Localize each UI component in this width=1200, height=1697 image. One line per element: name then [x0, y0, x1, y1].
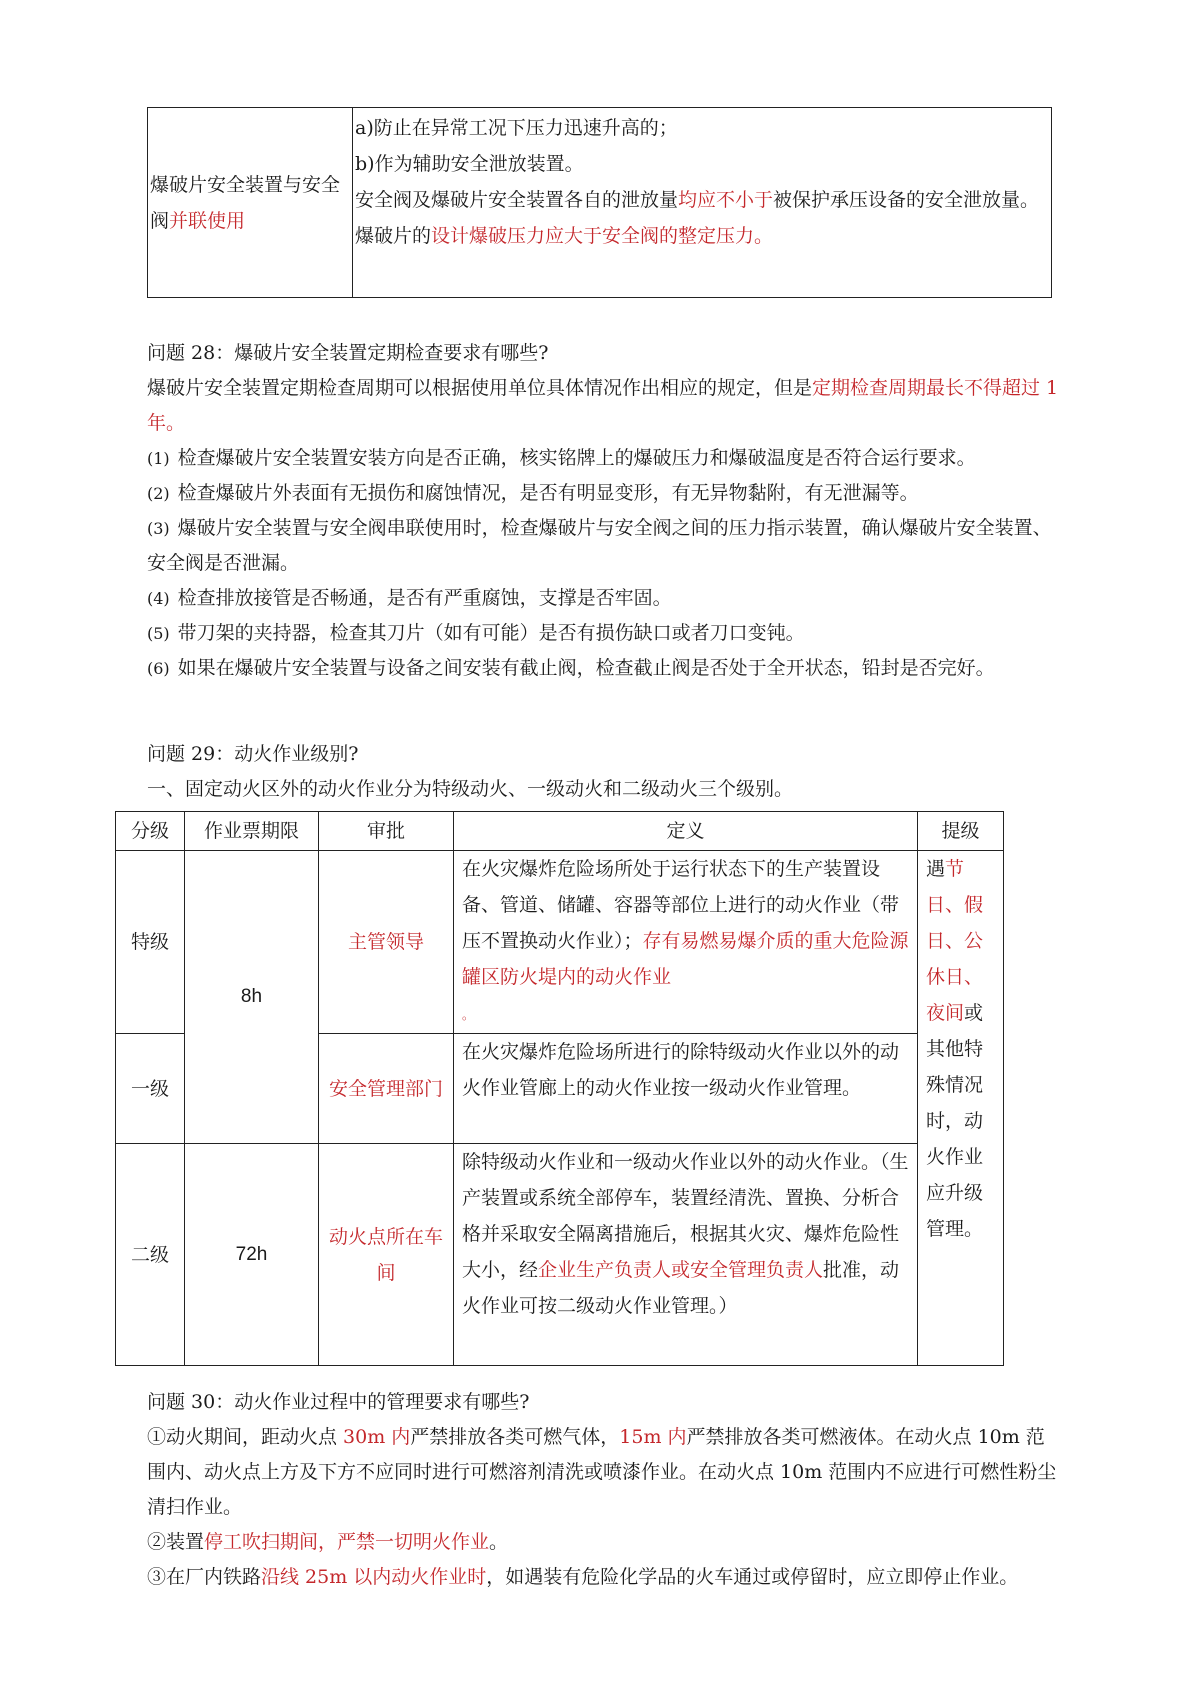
table1-line-c: 安全阀及爆破片安全装置各自的泄放量均应不小于被保护承压设备的安全泄放量。 — [355, 189, 1040, 211]
special-level: 特级 — [116, 851, 185, 1034]
table1-line-b: b)作为辅助安全泄放装置。 — [355, 153, 584, 175]
header-approval: 审批 — [319, 812, 454, 851]
q29-title: 问题 29：动火作业级别? — [147, 743, 359, 765]
first-level: 一级 — [116, 1034, 185, 1144]
table1-label-cell — [148, 108, 353, 298]
q28-section — [147, 336, 1059, 686]
shared-period: 8h — [185, 851, 319, 1144]
rupture-disc-parallel-table — [147, 107, 1052, 298]
table1-content-cell — [353, 108, 1052, 298]
q28-item: (4) 检查排放接管是否畅通，是否有严重腐蚀，支撑是否牢固。 — [147, 587, 672, 609]
table-row-special — [116, 851, 1004, 1034]
q29-intro: 一、固定动火区外的动火作业分为特级动火、一级动火和二级动火三个级别。 — [147, 778, 794, 800]
second-period: 72h — [185, 1144, 319, 1366]
q30-para-3: ③在厂内铁路沿线 25m 以内动火作业时，如遇装有危险化学品的火车通过或停留时，应立即停止作业。 — [147, 1566, 1019, 1588]
q28-intro: 爆破片安全装置定期检查周期可以根据使用单位具体情况作出相应的规定，但是定期检查周期最长不得超过 1 年。 — [147, 377, 1059, 434]
header-definition: 定义 — [454, 812, 918, 851]
header-period: 作业票期限 — [185, 812, 319, 851]
table1-label-highlight: 并联使用 — [169, 209, 246, 232]
table1-line-d: 爆破片的设计爆破压力应大于安全阀的整定压力。 — [355, 225, 774, 247]
q30-section — [147, 1385, 1059, 1595]
q30-title: 问题 30：动火作业过程中的管理要求有哪些? — [147, 1391, 530, 1413]
q30-para-2: ②装置停工吹扫期间，严禁一切明火作业。 — [147, 1531, 509, 1553]
second-level: 二级 — [116, 1144, 185, 1366]
second-definition: 除特级动火作业和一级动火作业以外的动火作业。（生产装置或系统全部停车，装置经清洗、置换、分析合格并采取安全隔离措施后，根据其火灾、爆炸危险性大小，经企业生产负责人或安全管理负责人批准，动火作业可按二级动火作业管理。） — [454, 1144, 918, 1366]
header-level: 分级 — [116, 812, 185, 851]
table-header-row — [116, 812, 1004, 851]
second-approver: 动火点所在车间 — [319, 1144, 454, 1366]
special-definition: 在火灾爆炸危险场所处于运行状态下的生产装置设备、管道、储罐、容器等部位上进行的动火作业（带压不置换动火作业）；存有易燃易爆介质的重大危险源罐区防火堤内的动火作业 。 — [454, 851, 918, 1034]
table1-line-a: a)防止在异常工况下压力迅速升高的； — [355, 117, 678, 139]
q28-item: (1) 检查爆破片安全装置安装方向是否正确，核实铭牌上的爆破压力和爆破温度是否符合运行要求。 — [147, 447, 976, 469]
q29-heading — [147, 737, 1059, 807]
table1-label-text: 爆破片安全装置与安全阀 — [150, 173, 341, 232]
q30-para-1: ①动火期间，距动火点 30m 内严禁排放各类可燃气体，15m 内严禁排放各类可燃液体。在动火点 10m 范围内、动火点上方及下方不应同时进行可燃溶剂清洗或喷漆作业。在动火点 10m 范围内不应进行可燃性粉尘清扫作业。 — [147, 1426, 1057, 1518]
first-approver: 安全管理部门 — [319, 1034, 454, 1144]
upgrade-cell: 遇节日、假日、公休日、夜间或其他特殊情况时，动火作业应升级管理。 — [918, 851, 1004, 1366]
hot-work-level-table — [115, 811, 1004, 1366]
q28-item: (6) 如果在爆破片安全装置与设备之间安装有截止阀，检查截止阀是否处于全开状态，铅封是否完好。 — [147, 657, 995, 679]
special-approver: 主管领导 — [319, 851, 454, 1034]
header-upgrade: 提级 — [918, 812, 1004, 851]
q28-item: (3) 爆破片安全装置与安全阀串联使用时，检查爆破片与安全阀之间的压力指示装置，确认爆破片安全装置、安全阀是否泄漏。 — [147, 517, 1052, 574]
table-row-second — [116, 1144, 1004, 1366]
q28-title: 问题 28：爆破片安全装置定期检查要求有哪些? — [147, 342, 549, 364]
q28-item: (5) 带刀架的夹持器，检查其刀片（如有可能）是否有损伤缺口或者刀口变钝。 — [147, 622, 805, 644]
first-definition: 在火灾爆炸危险场所进行的除特级动火作业以外的动火作业管廊上的动火作业按一级动火作业管理。 — [454, 1034, 918, 1144]
q28-item: (2) 检查爆破片外表面有无损伤和腐蚀情况，是否有明显变形，有无异物黏附，有无泄漏等。 — [147, 482, 919, 504]
